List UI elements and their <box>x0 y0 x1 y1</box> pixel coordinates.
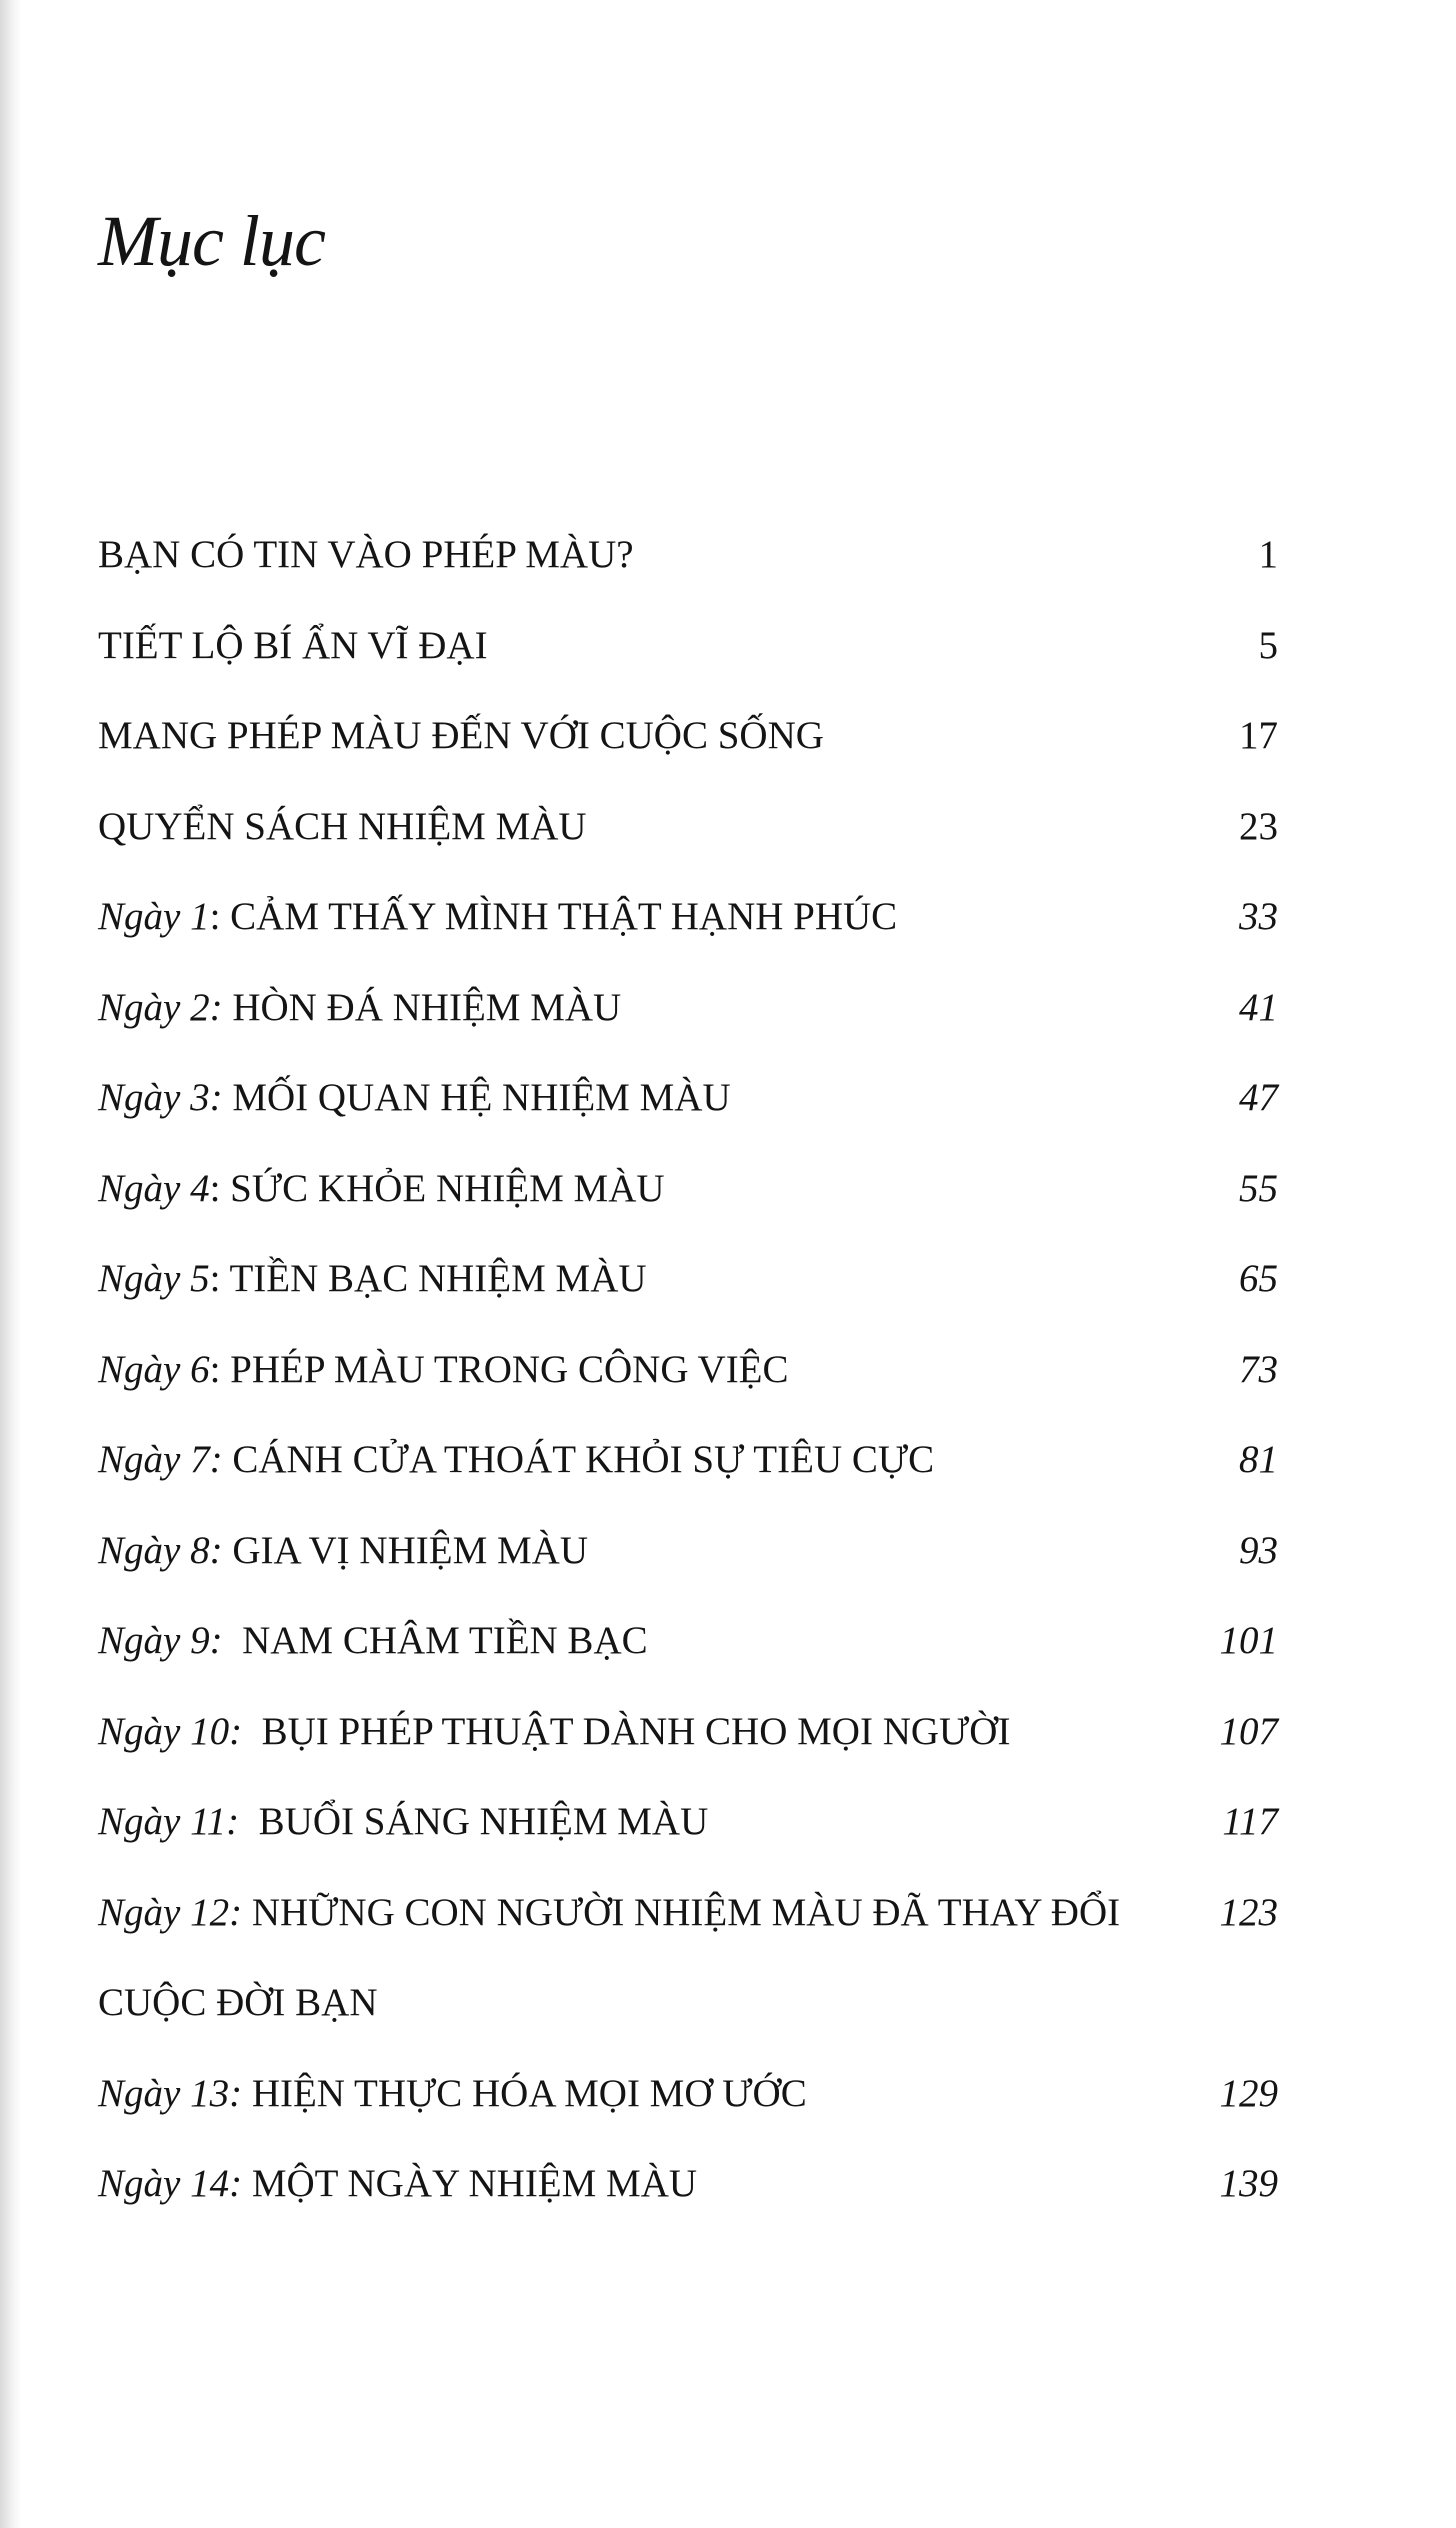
toc-entry <box>98 2064 1298 2155</box>
toc-entry-page-number: 23 <box>1239 804 1278 848</box>
toc-entry-day: Ngày 2: <box>98 985 223 1029</box>
toc-entry-label <box>98 525 634 585</box>
toc-entry-label <box>98 706 824 766</box>
toc-entry-separator <box>223 1619 243 1662</box>
toc-entry <box>98 978 1298 1069</box>
toc-entry-title: NAM CHÂM TIỀN BẠC <box>242 1619 648 1662</box>
toc-entry-page-number: 129 <box>1219 2071 1278 2115</box>
toc-entry-title: MỘT NGÀY NHIỆM MÀU <box>251 2162 698 2205</box>
toc-entry <box>98 525 1298 616</box>
toc-entry-title: CÁNH CỬA THOÁT KHỎI SỰ TIÊU CỰC <box>232 1438 935 1481</box>
toc-entry-page-number: 17 <box>1239 714 1278 757</box>
toc-entry-separator <box>223 1076 233 1119</box>
toc-entry-page-number: 47 <box>1239 1076 1278 1119</box>
toc-entry-separator <box>242 1891 252 1934</box>
toc-entry <box>98 2154 1298 2245</box>
toc-entry-day: Ngày 13: <box>98 2071 243 2115</box>
toc-entry-label <box>98 978 621 1038</box>
toc-entry <box>98 1249 1298 1340</box>
toc-entry-title: TIẾT LỘ BÍ ẨN VĨ ĐẠI <box>98 623 488 667</box>
toc-entry-page-number: 81 <box>1239 1438 1278 1481</box>
toc-entry-label <box>98 1792 708 1852</box>
toc-entry-separator: : <box>209 1166 231 1210</box>
toc-entry <box>98 1792 1298 1883</box>
toc-entry-separator <box>242 2072 252 2115</box>
toc-entry-title: BẠN CÓ TIN VÀO PHÉP MÀU? <box>98 533 634 576</box>
toc-entry-separator: : <box>209 1347 231 1391</box>
toc-entry-title: QUYỂN SÁCH NHIỆM MÀU <box>98 804 587 848</box>
toc-entry-label <box>98 1249 647 1309</box>
toc-entry-day: Ngày 1 <box>98 895 210 938</box>
toc-entry <box>98 1521 1298 1612</box>
toc-entry-label <box>98 1973 378 2033</box>
toc-entry <box>98 1883 1298 1974</box>
toc-entry-page-number: 33 <box>1239 895 1278 938</box>
toc-entry-page-number: 101 <box>1219 1619 1278 1662</box>
toc-entry-day: Ngày 9: <box>98 1619 223 1662</box>
table-of-contents <box>98 525 1298 2245</box>
toc-entry-separator <box>223 1529 233 1572</box>
toc-entry-label <box>98 2154 697 2214</box>
toc-entry-label <box>98 1611 648 1671</box>
toc-entry-separator <box>223 986 233 1029</box>
toc-entry-page-number: 139 <box>1219 2162 1278 2205</box>
toc-entry-label <box>98 616 488 676</box>
toc-entry-title: SỨC KHỎE NHIỆM MÀU <box>230 1166 665 1210</box>
toc-entry-page-number: 73 <box>1239 1347 1278 1391</box>
toc-entry-day: Ngày 6 <box>98 1347 210 1391</box>
page-edge-shadow <box>0 0 22 2528</box>
toc-entry <box>98 1973 1298 2064</box>
toc-entry <box>98 1702 1298 1793</box>
toc-entry-title: MANG PHÉP MÀU ĐẾN VỚI CUỘC SỐNG <box>98 714 824 757</box>
toc-entry <box>98 887 1298 978</box>
toc-entry-separator: : <box>209 1257 230 1300</box>
toc-entry-day: Ngày 12: <box>98 1890 243 1934</box>
toc-entry-label <box>98 1340 789 1400</box>
toc-entry-title: PHÉP MÀU TRONG CÔNG VIỆC <box>230 1347 789 1391</box>
toc-entry-label <box>98 2064 807 2124</box>
toc-entry <box>98 1159 1298 1250</box>
toc-entry-separator <box>223 1438 233 1481</box>
toc-entry-day: Ngày 11: <box>98 1800 240 1843</box>
toc-entry <box>98 1068 1298 1159</box>
toc-entry-label <box>98 1430 934 1490</box>
toc-entry-page-number: 41 <box>1239 985 1278 1029</box>
page-title: Mục lục <box>98 201 325 281</box>
toc-entry-label <box>98 797 587 857</box>
toc-entry-day: Ngày 4 <box>98 1166 210 1210</box>
toc-entry-separator <box>239 1800 259 1843</box>
toc-entry-title: BUỔI SÁNG NHIỆM MÀU <box>258 1800 709 1843</box>
toc-entry-title: CUỘC ĐỜI BẠN <box>98 1981 378 2024</box>
toc-entry-label <box>98 887 897 947</box>
toc-entry <box>98 706 1298 797</box>
toc-entry-day: Ngày 5 <box>98 1257 210 1300</box>
toc-entry <box>98 1340 1298 1431</box>
toc-entry-title: CẢM THẤY MÌNH THẬT HẠNH PHÚC <box>230 895 898 938</box>
toc-entry-day: Ngày 8: <box>98 1528 223 1572</box>
toc-entry-separator: : <box>209 895 231 938</box>
toc-entry-page-number: 55 <box>1239 1166 1278 1210</box>
toc-entry-day: Ngày 7: <box>98 1438 223 1481</box>
toc-entry-page-number: 93 <box>1239 1528 1278 1572</box>
toc-entry-title: HÒN ĐÁ NHIỆM MÀU <box>232 985 622 1029</box>
toc-entry-title: MỐI QUAN HỆ NHIỆM MÀU <box>232 1076 731 1119</box>
toc-entry-label <box>98 1068 731 1128</box>
toc-entry-title: HIỆN THỰC HÓA MỌI MƠ ƯỚC <box>251 2071 807 2115</box>
toc-entry-label <box>98 1702 1010 1762</box>
toc-entry-day: Ngày 3: <box>98 1076 223 1119</box>
toc-entry-page-number: 123 <box>1219 1890 1278 1934</box>
toc-entry-page-number: 65 <box>1239 1257 1278 1300</box>
toc-entry-title: GIA VỊ NHIỆM MÀU <box>232 1528 588 1572</box>
toc-entry-separator <box>242 2162 252 2205</box>
toc-entry-page-number: 5 <box>1258 623 1278 667</box>
toc-entry-label <box>98 1521 588 1581</box>
toc-entry-page-number: 1 <box>1258 533 1278 576</box>
toc-entry-title: NHỮNG CON NGƯỜI NHIỆM MÀU ĐÃ THAY ĐỔI <box>251 1890 1121 1934</box>
toc-entry-day: Ngày 14: <box>98 2162 243 2205</box>
toc-entry-title: BỤI PHÉP THUẬT DÀNH CHO MỌI NGƯỜI <box>261 1709 1011 1753</box>
toc-entry <box>98 1611 1298 1702</box>
toc-entry-title: TIỀN BẠC NHIỆM MÀU <box>229 1257 647 1300</box>
toc-entry-page-number: 107 <box>1219 1709 1278 1753</box>
toc-entry <box>98 1430 1298 1521</box>
toc-entry <box>98 616 1298 707</box>
toc-entry <box>98 797 1298 888</box>
toc-entry-label <box>98 1883 1120 1943</box>
toc-entry-day: Ngày 10: <box>98 1709 243 1753</box>
toc-entry-page-number: 117 <box>1222 1800 1278 1843</box>
toc-entry-label <box>98 1159 665 1219</box>
toc-entry-separator <box>242 1710 262 1753</box>
